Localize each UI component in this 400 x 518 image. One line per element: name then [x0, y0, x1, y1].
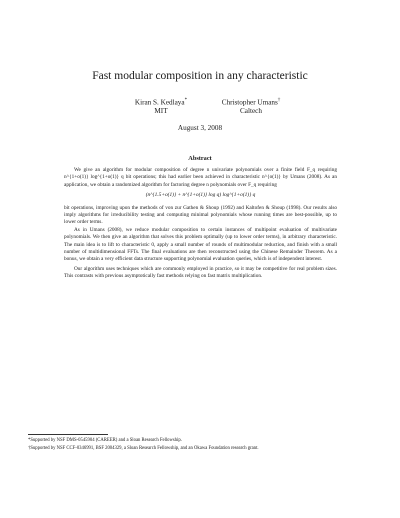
- abstract-paragraph-1-cont: bit operations, improving upon the methods of von zur Gathen & Shoup (1992) and Kaltofen & Shoup (1998). Our results also imply algorithms for irreducibility testing and computing minimal polynomials whose running times are best-possible, up to lower order terms.: [64, 204, 337, 226]
- display-formula: (n^{1.5+o(1)} + n^{1+o(1)} log q) log^{1+o(1)} q: [145, 192, 256, 199]
- abstract-paragraph-2: As in Umans (2008), we reduce modular composition to certain instances of multipoint evaluation of multivariate polynomials. We then give an algorithm that solves this problem optimally (up to lower order terms), in arbitrary characteristic. The main idea is to lift to characteristic 0, apply a small number of rounds of multimodular reduction, and finish with a small number of multidimensional FFTs. The final evaluations are then reconstructed using the Chinese Remainder Theorem. As a bonus, we obtain a very efficient data structure supporting polynomial evaluation queries, which is of independent interest.: [64, 226, 337, 263]
- author-1-name: Kiran S. Kedlaya: [134, 98, 185, 107]
- author-2: [206, 96, 296, 116]
- abstract-paragraph-1: We give an algorithm for modular composition of degree n univariate polynomials over a finite field F_q requiring n^{1+o(1)} log^{1+o(1)} q bit operations; this had earlier been achieved in characteristic n^{o(1)} by Umans (2008). As an application, we obtain a randomized algorithm for factoring degree n polynomials over F_q requiring: [64, 167, 337, 188]
- author-1: [120, 96, 202, 116]
- footnote-1: *Supported by NSF DMS-0545904 (CAREER) and a Sloan Research Fellowship.: [28, 438, 182, 443]
- paper-title: Fast modular composition in any characteristic: [92, 70, 308, 82]
- abstract-paragraph-3: Our algorithm uses techniques which are commonly employed in practice, so it may be competitive for real problem sizes. This contrasts with previous asymptotically fast methods relying on fast matrix multiplication.: [64, 265, 337, 280]
- author-1-affiliation: MIT: [154, 107, 168, 116]
- author-2-mark: †: [277, 98, 281, 103]
- author-2-affiliation: Caltech: [240, 107, 262, 116]
- footnote-2: †Supported by NSF CCF-0346991, BSF 2004329, a Sloan Research Fellowship, and an Okawa Foundation research grant.: [28, 445, 259, 451]
- author-2-name: Christopher Umans: [221, 98, 278, 107]
- abstract-body: [64, 167, 337, 281]
- footnote-rule: [28, 434, 108, 435]
- paper-date: August 3, 2008: [177, 124, 223, 132]
- abstract-heading: Abstract: [188, 155, 212, 162]
- footnotes: [28, 437, 373, 452]
- author-1-mark: *: [184, 98, 188, 103]
